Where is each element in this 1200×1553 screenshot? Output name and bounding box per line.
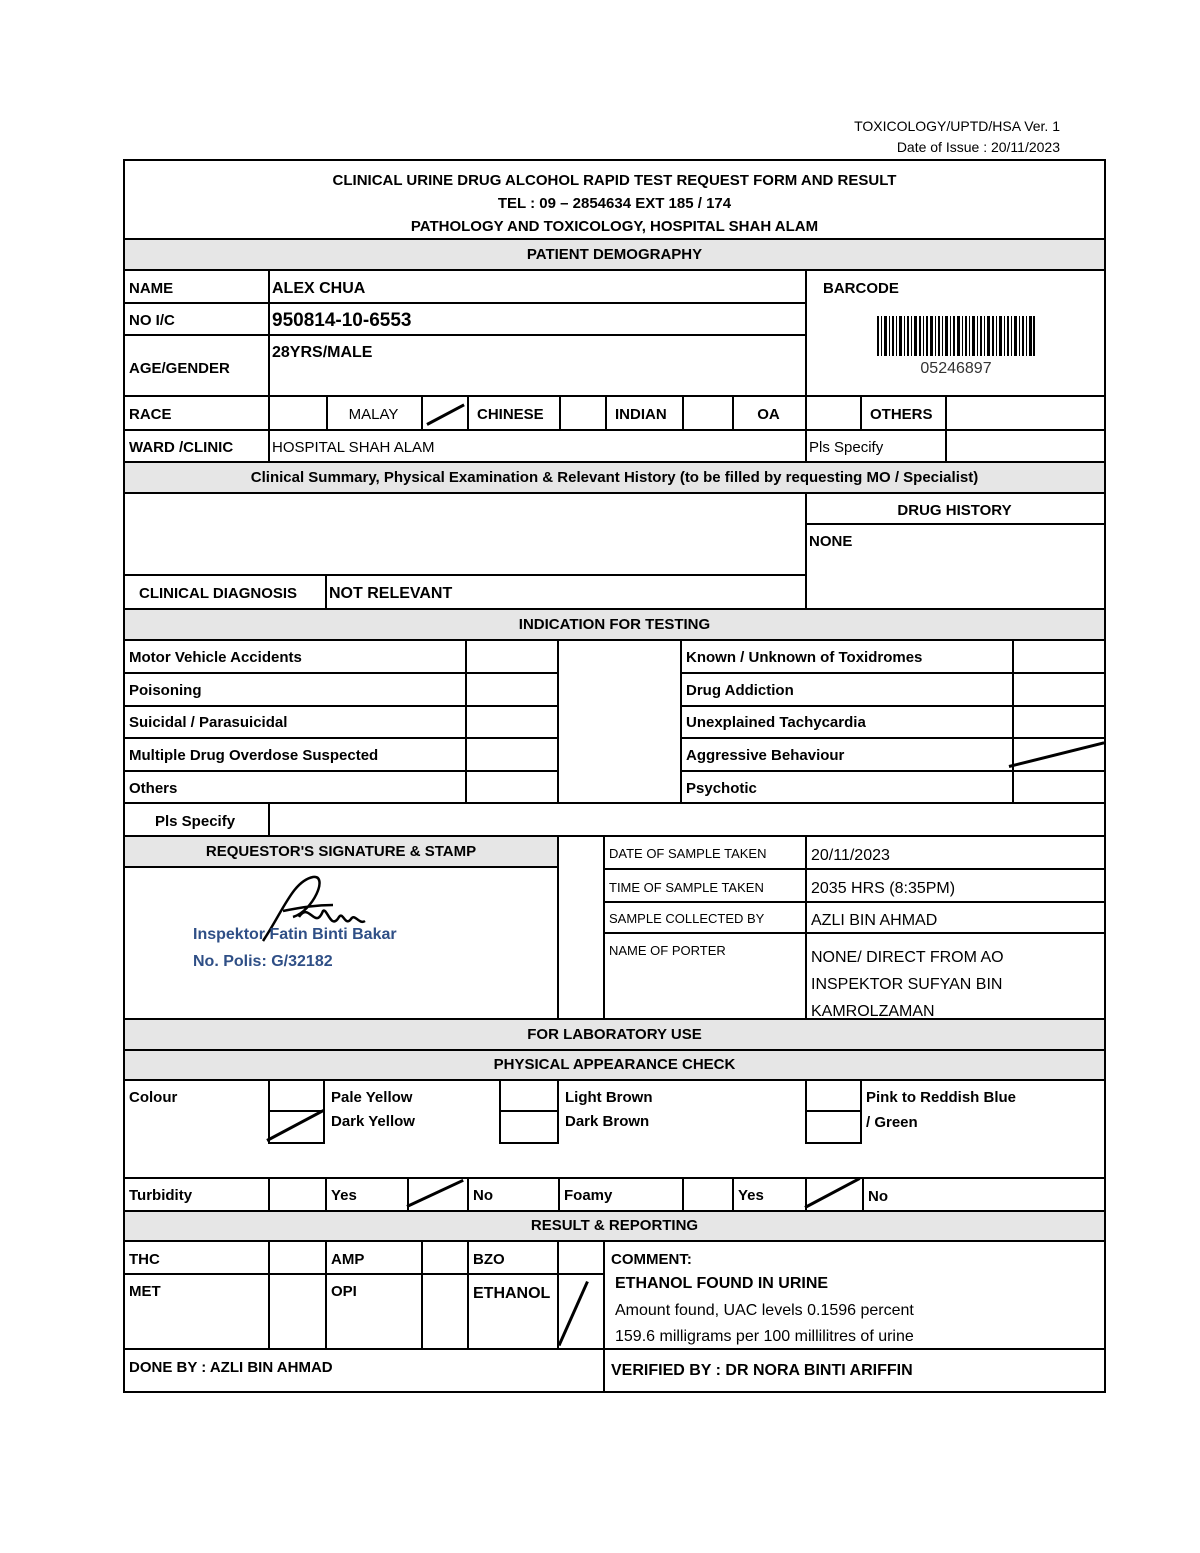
aggressive-behaviour-check [1009, 741, 1105, 768]
diagnosis-label: CLINICAL DIAGNOSIS [139, 585, 298, 602]
sample-block [125, 837, 1104, 1020]
physical-heading: PHYSICAL APPEARANCE CHECK [125, 1051, 1104, 1081]
race-malay-check [426, 403, 464, 425]
indication-left-4: Multiple Drug Overdose Suspected [129, 747, 379, 764]
barcode-label: BARCODE [823, 280, 899, 297]
document-reference [854, 116, 1060, 158]
test-opi: OPI [331, 1283, 357, 1300]
request-form [123, 159, 1106, 1393]
physical-check [125, 1081, 1104, 1212]
patient-info [125, 271, 1104, 397]
age-value: 28YRS/MALE [272, 344, 373, 361]
indication-right-2: Drug Addiction [686, 682, 794, 699]
barcode-image [877, 316, 1035, 356]
test-thc: THC [129, 1251, 160, 1268]
porter-value-line1: NONE/ DIRECT FROM AO [811, 949, 1004, 966]
doc-code: TOXICOLOGY/UPTD/HSA Ver. 1 [854, 118, 1060, 134]
test-ethanol: ETHANOL [473, 1285, 551, 1302]
indication-right-4: Aggressive Behaviour [686, 747, 845, 764]
test-amp: AMP [331, 1251, 365, 1268]
ward-specify-label: Pls Specify [809, 439, 884, 456]
foamy-label: Foamy [564, 1187, 613, 1204]
indication-right-5: Psychotic [686, 780, 757, 797]
race-oa: OA [757, 406, 780, 423]
indication-specify-row [125, 804, 1104, 837]
race-malay: MALAY [348, 406, 399, 423]
porter-label: NAME OF PORTER [609, 943, 726, 958]
colour-box-2 [499, 1081, 559, 1144]
time-label: TIME OF SAMPLE TAKEN [609, 880, 764, 895]
indication-grid [125, 641, 1104, 804]
colour-dark-yellow: Dark Yellow [331, 1113, 415, 1130]
time-value: 2035 HRS (8:35PM) [811, 880, 956, 897]
indication-heading: INDICATION FOR TESTING [125, 610, 1104, 641]
drug-history-value: NONE [809, 533, 853, 550]
turbidity-no: No [473, 1187, 493, 1204]
barcode-number: 05246897 [920, 360, 992, 377]
ward-value: HOSPITAL SHAH ALAM [272, 439, 435, 456]
ic-label: NO I/C [129, 312, 175, 329]
indication-left-2: Poisoning [129, 682, 202, 699]
porter-value-line2: INSPEKTOR SUFYAN BIN [811, 976, 1003, 993]
indication-left-5: Others [129, 780, 178, 797]
age-label: AGE/GENDER [129, 360, 230, 377]
colour-light-brown: Light Brown [565, 1089, 653, 1106]
indication-specify-label: Pls Specify [155, 813, 236, 830]
ic-value: 950814-10-6553 [272, 310, 412, 331]
test-bzo: BZO [473, 1251, 505, 1268]
comment-line1: ETHANOL FOUND IN URINE [615, 1275, 829, 1292]
lab-heading: FOR LABORATORY USE [125, 1020, 1104, 1051]
ethanol-positive-check [558, 1281, 589, 1346]
test-met: MET [129, 1283, 161, 1300]
title-line1: CLINICAL URINE DRUG ALCOHOL RAPID TEST REQUEST FORM AND RESULT [332, 172, 897, 189]
turbidity-label: Turbidity [129, 1187, 193, 1204]
comment-line2: Amount found, UAC levels 0.1596 percent [615, 1302, 914, 1319]
comment-label: COMMENT: [611, 1251, 692, 1268]
foamy-yes: Yes [738, 1187, 764, 1204]
colour-pink-1: Pink to Reddish Blue [866, 1089, 1017, 1106]
clinical-heading: Clinical Summary, Physical Examination & Relevant History (to be filled by requesting MO / Specialist) [125, 463, 1104, 494]
colour-pink-2: / Green [866, 1114, 918, 1131]
demography-heading: PATIENT DEMOGRAPHY [125, 240, 1104, 271]
result-heading: RESULT & REPORTING [125, 1212, 1104, 1242]
colour-label: Colour [129, 1089, 178, 1106]
indication-left-3: Suicidal / Parasuicidal [129, 714, 288, 731]
colour-box-3 [805, 1081, 862, 1144]
race-row [125, 397, 1104, 431]
date-label: DATE OF SAMPLE TAKEN [609, 846, 767, 861]
diagnosis-value: NOT RELEVANT [329, 585, 453, 602]
title-line2: TEL : 09 – 2854634 EXT 185 / 174 [497, 195, 732, 212]
race-label: RACE [129, 406, 172, 423]
porter-value-line3: KAMROLZAMAN [811, 1003, 935, 1020]
indication-right-3: Unexplained Tachycardia [686, 714, 866, 731]
name-label: NAME [129, 280, 174, 297]
verified-by: VERIFIED BY : DR NORA BINTI ARIFFIN [611, 1362, 913, 1379]
colour-pale-yellow: Pale Yellow [331, 1089, 413, 1106]
issue-date: Date of Issue : 20/11/2023 [896, 139, 1060, 155]
result-grid [125, 1242, 1104, 1350]
race-others: OTHERS [870, 406, 933, 423]
colour-dark-brown: Dark Brown [565, 1113, 650, 1130]
collected-value: AZLI BIN AHMAD [811, 912, 938, 929]
foamy-no: No [868, 1188, 888, 1205]
title-line3: PATHOLOGY AND TOXICOLOGY, HOSPITAL SHAH ALAM [410, 218, 819, 235]
indication-left-1: Motor Vehicle Accidents [129, 649, 302, 666]
done-by: DONE BY : AZLI BIN AHMAD [129, 1359, 333, 1376]
ward-label: WARD /CLINIC [129, 439, 234, 456]
turbidity-yes: Yes [331, 1187, 357, 1204]
indication-right-1: Known / Unknown of Toxidromes [686, 649, 923, 666]
drug-history-label: DRUG HISTORY [897, 502, 1012, 519]
signature-heading: REQUESTOR'S SIGNATURE & STAMP [125, 837, 557, 868]
stamp-name: Inspektor Fatin Binti Bakar [193, 926, 397, 943]
clinical-summary [125, 494, 1104, 610]
race-chinese: CHINESE [477, 406, 544, 423]
form-title [125, 161, 1104, 240]
comment-line3: 159.6 milligrams per 100 millilitres of urine [615, 1328, 914, 1345]
collected-label: SAMPLE COLLECTED BY [609, 911, 765, 926]
signoff-row [125, 1350, 1104, 1391]
porter-value [807, 941, 1008, 1028]
turbidity-no-check [406, 1179, 463, 1208]
stamp-no: No. Polis: G/32182 [193, 953, 333, 970]
foamy-no-check [804, 1177, 860, 1209]
race-indian: INDIAN [615, 406, 667, 423]
name-value: ALEX CHUA [272, 280, 366, 297]
ward-row [125, 431, 1104, 463]
date-value: 20/11/2023 [811, 847, 890, 864]
